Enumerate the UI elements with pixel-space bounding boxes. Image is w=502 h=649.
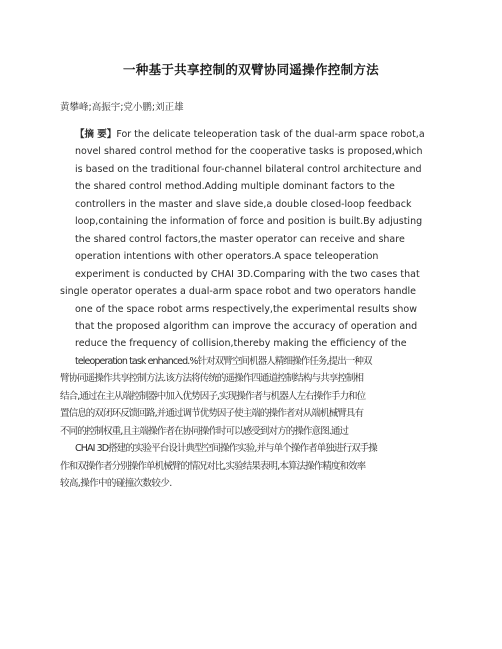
abstract-line: single operator operates a dual-arm space robot and two operators handle <box>60 286 416 298</box>
abstract-line: 作和双操作者分别操作单机械臂的情况对比,实验结果表明,本算法操作精度和效率 <box>60 460 366 472</box>
abstract-line: 臂协同遥操作共享控制方法.该方法将传统的遥操作四通道控制结构与共享控制相 <box>60 373 364 385</box>
abstract-line: experiment is conducted by CHAI 3D.Comparing with the two cases that <box>75 268 420 280</box>
abstract-line <box>60 126 438 143</box>
author-list: 黄攀峰;高振宇;党小鹏;刘正雄 <box>60 102 184 113</box>
abstract-line: reduce the frequency of collision,thereby making the efficiency of the <box>75 338 407 350</box>
abstract-line: operation intentions with other operators.A space teleoperation <box>75 251 379 263</box>
abstract-label: 【摘 要】 <box>75 129 117 140</box>
abstract-line: the shared control method.Adding multiple dominant factors to the <box>75 181 395 193</box>
abstract-line: controllers in the master and slave side,a double closed-loop feedback <box>75 198 412 210</box>
abstract-line: 结合,通过在主从端控制器中加入优势因子,实现操作者与机器人左右操作手力和位 <box>60 390 366 402</box>
abstract-line: 置信息的双闭环反馈回路,并通过调节优势因子使主端的操作者对从端机械臂具有 <box>60 408 364 420</box>
abstract-line: is based on the traditional four-channel bilateral control architecture and <box>75 163 422 175</box>
abstract-line: loop,containing the information of force and position is built.By adjusting <box>75 216 423 228</box>
abstract-line: the shared control factors,the master operator can receive and share <box>75 233 405 245</box>
abstract-line: novel shared control method for the cooperative tasks is proposed,which <box>75 146 423 158</box>
abstract-text: For the delicate teleoperation task of the dual-arm space robot,a <box>116 129 425 140</box>
abstract-line: 较高,操作中的碰撞次数较少. <box>60 478 172 490</box>
abstract-line: teleoperation task enhanced.%针对双臂空间机器人精细操作任务,提出一种双 <box>75 355 372 367</box>
abstract-line: one of the space robot arms respectively,the experimental results show <box>75 303 418 315</box>
abstract-block <box>60 126 438 493</box>
abstract-line: that the proposed algorithm can improve the accuracy of operation and <box>75 320 418 332</box>
abstract-line: CHAI 3D搭建的实验平台设计典型空间操作实验,并与单个操作者单独进行双手操 <box>75 443 377 455</box>
paper-title: 一种基于共享控制的双臂协同遥操作控制方法 <box>122 62 379 77</box>
abstract-line: 不同的控制权重,且主端操作者在协同操作时可以感受到对方的操作意图.通过 <box>60 425 349 437</box>
